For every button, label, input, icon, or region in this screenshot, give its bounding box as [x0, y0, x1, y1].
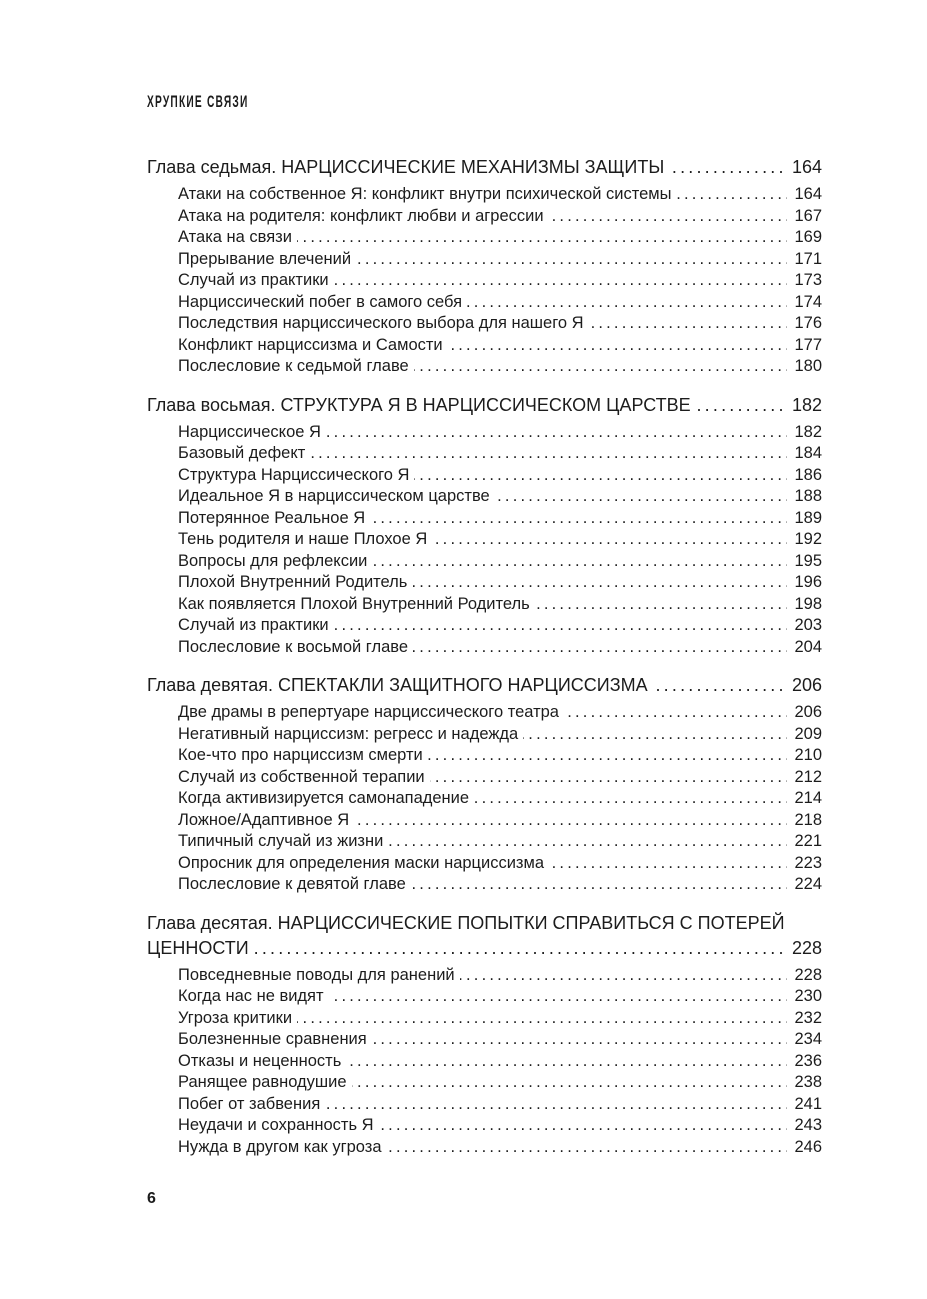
toc-entry-page-number: 180 — [787, 356, 822, 378]
toc-chapter-page-number: 228 — [785, 936, 822, 961]
toc-entry-title: Нужда в другом как угроза — [178, 1138, 387, 1156]
running-head: ХРУПКИЕ СВЯЗИ — [147, 92, 249, 111]
toc-entry-title: Идеальное Я в нарциссическом царстве — [178, 487, 495, 505]
toc-entry-row — [178, 465, 822, 487]
toc-entry-title: Болезненные сравнения — [178, 1030, 372, 1048]
toc-entry-row — [178, 227, 822, 249]
toc-entry-row — [178, 874, 822, 896]
toc-entry-page-number: 171 — [787, 249, 822, 271]
footer-page-number: 6 — [147, 1190, 156, 1207]
toc-entry-title: Плохой Внутренний Родитель — [178, 573, 412, 591]
toc-entry-title: Неудачи и сохранность Я — [178, 1116, 379, 1134]
toc-entry-page-number: 177 — [787, 335, 822, 357]
toc-chapter-title: Глава десятая. НАРЦИССИЧЕСКИЕ ПОПЫТКИ СПРАВИТЬСЯ С ПОТЕРЕЙ ЦЕННОСТИ — [147, 912, 785, 958]
toc-entry-page-number: 188 — [787, 486, 822, 508]
toc-entry-row — [178, 443, 822, 465]
toc-entry-row — [178, 637, 822, 659]
toc-entry-row — [178, 986, 822, 1008]
toc-entry-row — [178, 335, 822, 357]
toc-entry-page-number: 204 — [787, 637, 822, 659]
toc-entry-title: Случай из практики — [178, 616, 334, 634]
toc-entry-row — [178, 270, 822, 292]
toc-chapter-title: Глава седьмая. НАРЦИССИЧЕСКИЕ МЕХАНИЗМЫ ЗАЩИТЫ — [147, 157, 669, 177]
toc-entry-title: Побег от забвения — [178, 1095, 325, 1113]
toc-entry-page-number: 221 — [787, 831, 822, 853]
toc-entry-row — [178, 1029, 822, 1051]
toc-entry-title: Нарциссическое Я — [178, 423, 326, 441]
toc-entry-title: Когда активизируется самонападение — [178, 789, 474, 807]
toc-entry-row — [178, 184, 822, 206]
toc-entry-title: Ранящее равнодушие — [178, 1073, 352, 1091]
toc-entry-page-number: 192 — [787, 529, 822, 551]
toc-entry-page-number: 198 — [787, 594, 822, 616]
toc-entry-page-number: 189 — [787, 508, 822, 530]
toc-chapter-page-number: 206 — [785, 673, 822, 698]
toc-entry-page-number: 234 — [787, 1029, 822, 1051]
toc-entry-title: Опросник для определения маски нарциссизма — [178, 854, 549, 872]
toc-entry-row — [178, 551, 822, 573]
toc-entry-row — [178, 724, 822, 746]
toc-entry-row — [178, 1115, 822, 1137]
toc-entry-row — [178, 249, 822, 271]
toc-chapter-heading-row — [147, 155, 822, 180]
toc-entry-page-number: 164 — [787, 184, 822, 206]
toc-entry-row — [178, 965, 822, 987]
toc-entry-row — [178, 292, 822, 314]
toc-entry-page-number: 206 — [787, 702, 822, 724]
toc-entry-row — [178, 572, 822, 594]
toc-entry-row — [178, 486, 822, 508]
toc-entry-title: Вопросы для рефлексии — [178, 552, 372, 570]
toc-chapter — [147, 673, 822, 896]
toc-chapter-page-number: 164 — [785, 155, 822, 180]
toc-entry-page-number: 243 — [787, 1115, 822, 1137]
toc-entry-title: Послесловие к восьмой главе — [178, 638, 413, 656]
toc-entry-row — [178, 1137, 822, 1159]
toc-entry-page-number: 212 — [787, 767, 822, 789]
toc-entry-page-number: 246 — [787, 1137, 822, 1159]
toc-entry-page-number: 224 — [787, 874, 822, 896]
toc-entry-page-number: 223 — [787, 853, 822, 875]
toc-entry-row — [178, 810, 822, 832]
toc-entry-title: Повседневные поводы для ранений — [178, 966, 460, 984]
toc-entry-row — [178, 853, 822, 875]
toc-entry-title: Кое-что про нарциссизм смерти — [178, 746, 428, 764]
toc-entry-row — [178, 1051, 822, 1073]
toc-chapter-heading-row — [147, 911, 822, 961]
toc-entry-row — [178, 529, 822, 551]
toc-entry-page-number: 203 — [787, 615, 822, 637]
toc-entry-row — [178, 745, 822, 767]
toc-entry-title: Типичный случай из жизни — [178, 832, 388, 850]
toc-entry-page-number: 196 — [787, 572, 822, 594]
toc-entry-title: Ложное/Адаптивное Я — [178, 811, 354, 829]
toc-chapter-heading-row — [147, 393, 822, 418]
toc-entry-row — [178, 313, 822, 335]
toc-entry-row — [178, 1008, 822, 1030]
toc-entry-title: Атаки на собственное Я: конфликт внутри психической системы — [178, 185, 676, 203]
toc-entry-page-number: 169 — [787, 227, 822, 249]
toc-entry-row — [178, 702, 822, 724]
toc-entry-title: Как появляется Плохой Внутренний Родитель — [178, 595, 535, 613]
toc-entry-page-number: 195 — [787, 551, 822, 573]
toc-entry-page-number: 173 — [787, 270, 822, 292]
toc-entry-title: Атака на родителя: конфликт любви и агрессии — [178, 207, 549, 225]
toc-entry-row — [178, 508, 822, 530]
toc-entry-title: Угроза критики — [178, 1009, 297, 1027]
toc-chapter — [147, 155, 822, 378]
toc-entry-title: Когда нас не видят — [178, 987, 329, 1005]
toc-entry-row — [178, 615, 822, 637]
toc-entry-page-number: 167 — [787, 206, 822, 228]
toc-entry-title: Потерянное Реальное Я — [178, 509, 370, 527]
toc-entry-title: Атака на связи — [178, 228, 297, 246]
toc-chapter-title: Глава девятая. СПЕКТАКЛИ ЗАЩИТНОГО НАРЦИССИЗМА — [147, 675, 653, 695]
toc-entry-title: Две драмы в репертуаре нарциссического театра — [178, 703, 564, 721]
toc-entry-row — [178, 422, 822, 444]
toc-entry-page-number: 232 — [787, 1008, 822, 1030]
toc-chapter-heading-row — [147, 673, 822, 698]
toc-entry-page-number: 218 — [787, 810, 822, 832]
toc-entry-page-number: 209 — [787, 724, 822, 746]
toc-entry-page-number: 176 — [787, 313, 822, 335]
toc-entry-row — [178, 788, 822, 810]
toc-entry-page-number: 238 — [787, 1072, 822, 1094]
toc-entry-page-number: 186 — [787, 465, 822, 487]
toc-entry-page-number: 184 — [787, 443, 822, 465]
toc-entry-page-number: 236 — [787, 1051, 822, 1073]
toc-entry-page-number: 228 — [787, 965, 822, 987]
toc-entry-title: Нарциссический побег в самого себя — [178, 293, 467, 311]
toc-entry-title: Случай из собственной терапии — [178, 768, 430, 786]
toc-entry-title: Прерывание влечений — [178, 250, 356, 268]
toc-chapter — [147, 911, 822, 1159]
toc-entry-page-number: 210 — [787, 745, 822, 767]
toc-entry-title: Конфликт нарциссизма и Самости — [178, 336, 448, 354]
toc-entry-page-number: 182 — [787, 422, 822, 444]
toc-entry-title: Послесловие к девятой главе — [178, 875, 411, 893]
toc-entry-row — [178, 831, 822, 853]
toc-entry-page-number: 214 — [787, 788, 822, 810]
toc-entry-row — [178, 767, 822, 789]
toc-chapter — [147, 393, 822, 659]
toc-entry-row — [178, 206, 822, 228]
toc-chapter-page-number: 182 — [785, 393, 822, 418]
toc-entry-row — [178, 1094, 822, 1116]
toc-entry-row — [178, 594, 822, 616]
toc-entry-title: Случай из практики — [178, 271, 334, 289]
toc-entry-title: Базовый дефект — [178, 444, 310, 462]
toc-entry-title: Негативный нарциссизм: регресс и надежда — [178, 725, 523, 743]
toc-entry-title: Послесловие к седьмой главе — [178, 357, 414, 375]
toc-entry-title: Тень родителя и наше Плохое Я — [178, 530, 432, 548]
toc-entry-page-number: 241 — [787, 1094, 822, 1116]
toc-entry-page-number: 174 — [787, 292, 822, 314]
toc-entry-page-number: 230 — [787, 986, 822, 1008]
toc-chapter-title: Глава восьмая. СТРУКТУРА Я В НАРЦИССИЧЕСКОМ ЦАРСТВЕ — [147, 395, 696, 415]
toc-entry-title: Отказы и неценность — [178, 1052, 346, 1070]
table-of-contents — [147, 155, 822, 1158]
toc-entry-title: Структура Нарциссического Я — [178, 466, 414, 484]
toc-entry-title: Последствия нарциссического выбора для нашего Я — [178, 314, 589, 332]
toc-entry-row — [178, 1072, 822, 1094]
toc-entry-row — [178, 356, 822, 378]
